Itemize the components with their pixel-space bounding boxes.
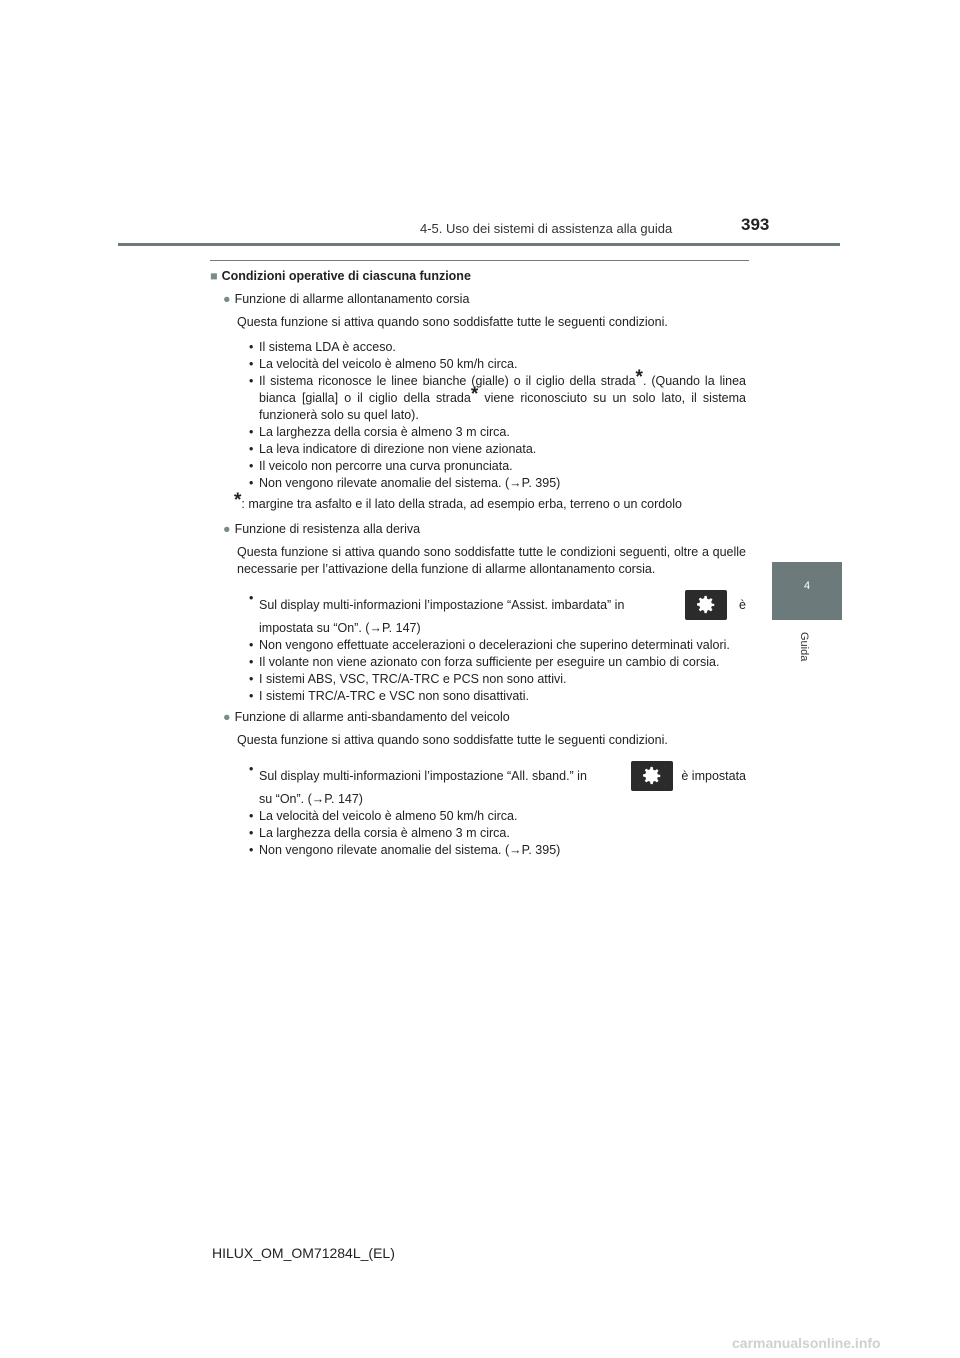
list-item: • Il sistema LDA è acceso. [259, 339, 746, 356]
circle-bullet-icon: ● [223, 292, 231, 306]
subsection-title-sway: ● Funzione di allarme anti-sbandamento del veicolo [223, 710, 510, 724]
subsection-title-drift: ● Funzione di resistenza alla deriva [223, 522, 421, 536]
list-item: • Sul display multi-informazioni l’impostazione “All. sband.” in è impostata su “On”. (→P. 147) [259, 761, 746, 808]
sway-intro: Questa funzione si attiva quando sono soddisfatte tutte le seguenti condizioni. [237, 733, 668, 747]
list-item: • La velocità del veicolo è almeno 50 km/h circa. [259, 356, 746, 373]
list-item: • Sul display multi-informazioni l’impostazione “Assist. imbardata” in è impostata su “On”. (→P. 147) [259, 590, 746, 637]
circle-bullet-icon: ● [223, 522, 231, 536]
settings-gear-icon [631, 761, 673, 791]
subsection-title-lda: ● Funzione di allarme allontanamento corsia [223, 292, 470, 306]
list-item: • Il volante non viene azionato con forza sufficiente per eseguire un cambio di corsia. [259, 654, 746, 671]
footnote: *: margine tra asfalto e il lato della strada, ad esempio erba, terreno o un cordolo [234, 490, 682, 511]
list-item: • La larghezza della corsia è almeno 3 m circa. [259, 424, 746, 441]
list-item: • Non vengono rilevate anomalie del sistema. (→P. 395) [259, 475, 746, 492]
list-item: • Il veicolo non percorre una curva pronunciata. [259, 458, 746, 475]
list-item: • La velocità del veicolo è almeno 50 km/h circa. [259, 808, 746, 825]
header-rule [118, 243, 840, 246]
chapter-label: Guida [798, 632, 810, 662]
settings-gear-icon [685, 590, 727, 620]
footnote-star: * [635, 367, 643, 388]
document-code: HILUX_OM_OM71284L_(EL) [212, 1245, 395, 1261]
chapter-number: 4 [803, 580, 811, 592]
list-item: • Il sistema riconosce le linee bianche (gialle) o il ciglio della strada*. (Quando la linea bianca [gialla] o il ciglio della strada* viene riconosciuto su un solo lato, il sistema funzionerà solo su quel lato). [259, 373, 746, 424]
page-number: 393 [741, 215, 770, 234]
sway-conditions-list [210, 761, 746, 859]
drift-conditions-list [210, 590, 746, 705]
list-item: • I sistemi ABS, VSC, TRC/A-TRC e PCS non sono attivi. [259, 671, 746, 688]
lda-conditions-list [210, 339, 746, 492]
chapter-tab [772, 562, 842, 620]
list-item: • La larghezza della corsia è almeno 3 m circa. [259, 825, 746, 842]
square-bullet-icon: ■ [210, 269, 218, 283]
header-section-title: 4-5. Uso dei sistemi di assistenza alla guida [420, 221, 673, 236]
content-rule [210, 260, 749, 261]
watermark[interactable]: carmanualsonline.info [732, 1335, 881, 1351]
circle-bullet-icon: ● [223, 710, 231, 724]
lda-intro: Questa funzione si attiva quando sono soddisfatte tutte le seguenti condizioni. [237, 315, 668, 329]
footnote-star: * [470, 384, 479, 405]
list-item: • Non vengono effettuate accelerazioni o decelerazioni che superino determinati valori. [259, 637, 746, 654]
list-item: • La leva indicatore di direzione non viene azionata. [259, 441, 746, 458]
drift-intro: Questa funzione si attiva quando sono soddisfatte tutte le condizioni seguenti, oltre a quelle necessarie per l’attivazione della funzione di allarme allontanamento corsia. [237, 545, 746, 576]
list-item: • Non vengono rilevate anomalie del sistema. (→P. 395) [259, 842, 746, 859]
section-title: ■ Condizioni operative di ciascuna funzione [210, 269, 471, 283]
page-content [210, 268, 746, 863]
list-item: • I sistemi TRC/A-TRC e VSC non sono disattivati. [259, 688, 746, 705]
